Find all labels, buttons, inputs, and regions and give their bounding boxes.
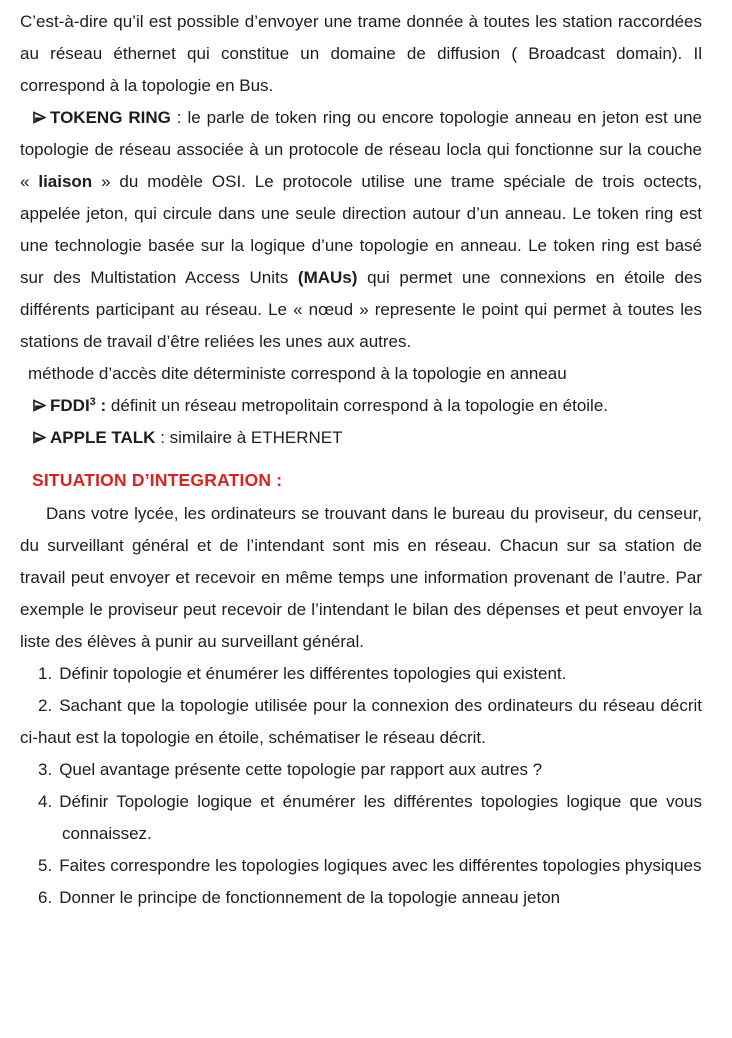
question-number: 3. — [38, 760, 53, 779]
term-token-ring: TOKENG RING — [50, 108, 171, 127]
question-text: Définir Topologie logique et énumérer les différentes topologies logique que vous connaissez. — [59, 792, 702, 843]
question-text: Donner le principe de fonctionnement de la topologie anneau jeton — [59, 888, 561, 907]
paragraph-text: Dans votre lycée, les ordinateurs se trouvant dans le bureau du proviseur, du censeur, du surveillant général et de l’intendant sont mis en réseau. Chacun sur sa station de travail peut envoyer et recevoir en même temps une information provenant de l’autre. Par exemple le proviseur peut recevoir de l’intendant le bilan des dépenses et peut envoyer la liste des élèves à punir au surveillant général. — [20, 504, 702, 651]
question-text: Quel avantage présente cette topologie par rapport aux autres ? — [59, 760, 543, 779]
question-text: Faites correspondre les topologies logiques avec les différentes topologies physiques — [59, 856, 702, 875]
footnote-marker: 3 — [89, 396, 96, 408]
question-number: 5. — [38, 856, 53, 875]
body-text: similaire à ETHERNET — [169, 428, 343, 447]
paragraph-text: C’est-à-dire qu’il est possible d’envoyer une trame donnée à toutes les station raccordées au réseau éthernet qui constitue un domaine de diffusion ( Broadcast domain). Il correspond à la topologie en Bus. — [20, 12, 702, 95]
question-item-6 — [38, 882, 702, 914]
question-text: Définir topologie et énumérer les différentes topologies qui existent. — [59, 664, 567, 683]
question-number: 6. — [38, 888, 53, 907]
term-liaison: liaison — [38, 172, 93, 191]
line-methode-acces — [20, 358, 702, 390]
body-text: » du modèle OSI. Le protocole utilise une trame spéciale de trois octects, appelée jeton, qui circule dans une seule direction autour d’un anneau. Le token ring est une technologie basée sur la logique d’une topologie en anneau. Le token ring est basé sur des Multistation Access Units — [20, 172, 702, 287]
paragraph-ethernet-broadcast — [20, 6, 702, 102]
question-text: Sachant que la topologie utilisée pour la connexion des ordinateurs du réseau décrit ci-haut est la topologie en étoile, schématiser le réseau décrit. — [20, 696, 702, 747]
question-number: 1. — [38, 664, 53, 683]
body-text: méthode d’accès dite déterministe correspond à la topologie en anneau — [28, 364, 567, 383]
term-appletalk: APPLE TALK — [50, 428, 156, 447]
paragraph-situation — [20, 498, 702, 658]
question-item-5 — [38, 850, 702, 882]
paragraph-fddi — [20, 390, 702, 422]
term-fddi: FDDI — [50, 396, 90, 415]
arrowhead-bullet-icon — [33, 102, 50, 134]
separator: : — [155, 428, 170, 447]
term-maus: (MAUs) — [297, 268, 358, 287]
question-item-4 — [38, 786, 702, 850]
paragraph-appletalk — [20, 422, 702, 454]
body-text: le parle de token ring ou encore topologie anneau en jeton est une topologie de réseau associée à un protocole de réseau locla qui fonctionne sur la couche « — [20, 108, 703, 191]
arrowhead-bullet-icon — [33, 390, 50, 422]
question-number: 4. — [38, 792, 53, 811]
separator: : — [170, 108, 188, 127]
body-text: qui permet une connexions en étoile des différents participant au réseau. Le « nœud » represente le point qui permet à toutes les stations de travail d’être reliées les unes aux autres. — [20, 268, 702, 351]
section-heading-situation-integration: SITUATION D’INTEGRATION : — [32, 470, 283, 490]
question-item-3 — [20, 754, 702, 786]
question-item-2 — [20, 690, 702, 754]
paragraph-token-ring — [20, 102, 702, 358]
body-text: définit un réseau metropolitain correspond à la topologie en étoile. — [110, 396, 609, 415]
separator: : — [95, 396, 111, 415]
question-number: 2. — [38, 696, 53, 715]
question-item-1 — [20, 658, 702, 690]
arrowhead-bullet-icon — [33, 422, 50, 454]
